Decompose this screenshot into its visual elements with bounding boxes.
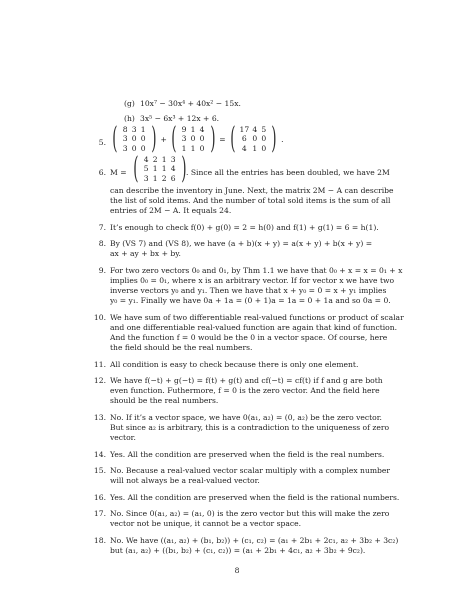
item-18-number: 18.: [93, 536, 106, 545]
item-6-line-2: can describe the inventory in June. Next, the matrix 2M − A can describe: [110, 186, 394, 195]
item-7-number: 7.: [98, 223, 106, 232]
item-h-text: 3x⁵ − 6x³ + 12x + 6.: [140, 114, 220, 123]
matrix-entry: 4: [143, 154, 149, 164]
matrix-entry: 9: [181, 124, 187, 134]
matrix-m: [130, 151, 189, 186]
matrix-entry: 0: [261, 134, 267, 144]
equals-sign: =: [219, 134, 226, 144]
item-9-line-2: implies 0₀ = 0₁, where x is an arbitrary vector. If for vector x we have two: [110, 276, 395, 285]
matrix-entry: 0: [190, 134, 196, 144]
item-14-number: 14.: [93, 450, 106, 459]
matrix-entry: 1: [252, 143, 258, 153]
item-13-line-1: No. If it’s a vector space, we have 0(a₁, a₂) = (0, a₂) be the zero vector.: [110, 413, 382, 422]
item-13-line-2: But since a₂ is arbitrary, this is a contradiction to the uniqueness of zero: [110, 423, 390, 432]
item-15-number: 15.: [93, 466, 106, 475]
item-5-number: 5.: [98, 138, 106, 147]
item-17-number: 17.: [93, 509, 106, 518]
item-6-line-3: the list of sold items. And the number of total sold items is the sum of all: [110, 196, 391, 205]
item-17-line-2: vector not be unique, it cannot be a vector space.: [110, 519, 302, 528]
item-12-line-1: We have f(−t) + g(−t) = f(t) + g(t) and cf(−t) = cf(t) if f and g are both: [110, 376, 383, 385]
period: .: [281, 134, 284, 144]
item-9-line-3: inverse vectors y₀ and y₁. Then we have that x + y₀ = 0 = x + y₁ implies: [110, 286, 387, 295]
matrix-entry: 0: [261, 143, 267, 153]
matrix-entry: 0: [131, 134, 137, 144]
matrix-entry: 0: [199, 134, 205, 144]
matrix-entry: 1: [161, 164, 167, 174]
item-8-line-1: By (VS 7) and (VS 8), we have (a + b)(x + y) = a(x + y) + b(x + y) =: [110, 239, 373, 248]
matrix-entry: 0: [252, 134, 258, 144]
item-11-line-1: All condition is easy to check because there is only one element.: [110, 360, 359, 369]
item-10-line-1: We have sum of two differentiable real-valued functions or product of scalar: [110, 313, 404, 322]
matrix-entry: 0: [199, 143, 205, 153]
item-10-line-3: And the function f = 0 would be the 0 in a vector space. Of course, here: [110, 333, 388, 342]
matrix-entry: 5: [143, 164, 149, 174]
matrix-entry: 0: [140, 143, 146, 153]
item-18-line-2: but (a₁, a₂) + ((b₁, b₂) + (c₁, c₂)) = (a₁ + 2b₁ + 4c₁, a₂ + 3b₂ + 9c₂).: [110, 546, 366, 555]
item-12-line-2: even function. Futhermore, f = 0 is the zero vector. And the field here: [110, 386, 380, 395]
matrix-entry: 3: [122, 143, 128, 153]
item-5-equation: [109, 121, 284, 156]
item-6-line-4: entries of 2M − A. It equals 24.: [110, 206, 232, 215]
item-g-label: (g): [124, 99, 135, 108]
matrix-entry: 5: [261, 124, 267, 134]
matrix-entry: 6: [170, 173, 176, 183]
left-paren: (: [229, 121, 236, 156]
matrix-entry: 3: [181, 134, 187, 144]
matrix-entry: 2: [161, 173, 167, 183]
right-paren: ): [271, 121, 277, 156]
plus-sign: +: [160, 134, 167, 144]
left-paren: (: [171, 121, 177, 156]
matrix-entry: 0: [131, 143, 137, 153]
matrix-entry: 1: [190, 124, 196, 134]
item-9-line-1: For two zero vectors 0₀ and 0₁, by Thm 1.1 we have that 0₀ + x = x = 0₁ + x: [110, 266, 403, 275]
item-6-number: 6.: [98, 168, 106, 177]
matrix-entry: 4: [252, 124, 258, 134]
item-14-line-1: Yes. All the condition are preserved when the field is the real numbers.: [110, 450, 385, 459]
matrix-entry: 1: [152, 164, 158, 174]
matrix-entry: 1: [190, 143, 196, 153]
matrix-entry: 1: [161, 154, 167, 164]
item-10-number: 10.: [93, 313, 106, 322]
matrix-entry: 3: [122, 134, 128, 144]
item-12-number: 12.: [93, 376, 106, 385]
item-16-number: 16.: [93, 493, 106, 502]
m-label: M =: [110, 168, 127, 177]
item-10-line-4: the field should be the real numbers.: [110, 343, 253, 352]
matrix-m-grid: [142, 155, 178, 184]
page-number: 8: [234, 566, 240, 575]
item-9-number: 9.: [98, 266, 106, 275]
left-paren: (: [112, 121, 118, 156]
matrix-entry: 6: [241, 134, 247, 144]
matrix-c: [238, 125, 268, 154]
matrix-entry: 2: [152, 154, 158, 164]
matrix-entry: 0: [140, 134, 146, 144]
item-13-number: 13.: [93, 413, 106, 422]
matrix-b: [180, 125, 207, 154]
item-12-line-3: should be the real numbers.: [110, 396, 219, 405]
item-15-line-2: will not always be a real-valued vector.: [110, 476, 260, 485]
right-paren: ): [150, 121, 157, 156]
item-18-line-1: No. We have ((a₁, a₂) + (b₁, b₂)) + (c₁, c₂) = (a₁ + 2b₁ + 2c₁, a₂ + 3b₂ + 3c₂): [110, 536, 399, 545]
matrix-entry: 3: [131, 124, 137, 134]
matrix-entry: 3: [170, 154, 176, 164]
right-paren: ): [180, 151, 187, 186]
item-15-line-1: No. Because a real-valued vector scalar multiply with a complex number: [110, 466, 391, 475]
item-10-line-2: and one differentiable real-valued function are again that kind of function.: [110, 323, 398, 332]
left-paren: (: [133, 151, 139, 186]
matrix-entry: 8: [122, 124, 128, 134]
item-8-number: 8.: [98, 239, 106, 248]
matrix-entry: 1: [181, 143, 187, 153]
right-paren: ): [209, 121, 216, 156]
matrix-a: [121, 125, 148, 154]
item-7-line-1: It’s enough to check f(0) + g(0) = 2 = h(0) and f(1) + g(1) = 6 = h(1).: [110, 223, 379, 232]
matrix-entry: 4: [241, 143, 247, 153]
item-6-line-1: . Since all the entries has been doubled, we have 2M: [186, 168, 390, 177]
matrix-entry: 17: [239, 124, 250, 134]
item-16-line-1: Yes. All the condition are preserved when the field is the rational numbers.: [110, 493, 400, 502]
matrix-entry: 4: [199, 124, 205, 134]
item-9-line-4: y₀ = y₁. Finally we have 0a + 1a = (0 + 1)a = 1a = 0 + 1a and so 0a = 0.: [110, 296, 391, 305]
item-h-label: (h): [124, 114, 135, 123]
matrix-entry: 1: [152, 173, 158, 183]
matrix-entry: 3: [143, 173, 149, 183]
item-8-line-2: ax + ay + bx + by.: [110, 249, 181, 258]
item-17-line-1: No. Since 0(a₁, a₂) = (a₁, 0) is the zero vector but this will make the zero: [110, 509, 390, 518]
item-11-number: 11.: [93, 360, 106, 369]
item-13-line-3: vector.: [110, 433, 136, 442]
matrix-entry: 4: [170, 164, 176, 174]
matrix-entry: 1: [140, 124, 146, 134]
item-g-text: 10x⁷ − 30x⁴ + 40x² − 15x.: [140, 99, 241, 108]
